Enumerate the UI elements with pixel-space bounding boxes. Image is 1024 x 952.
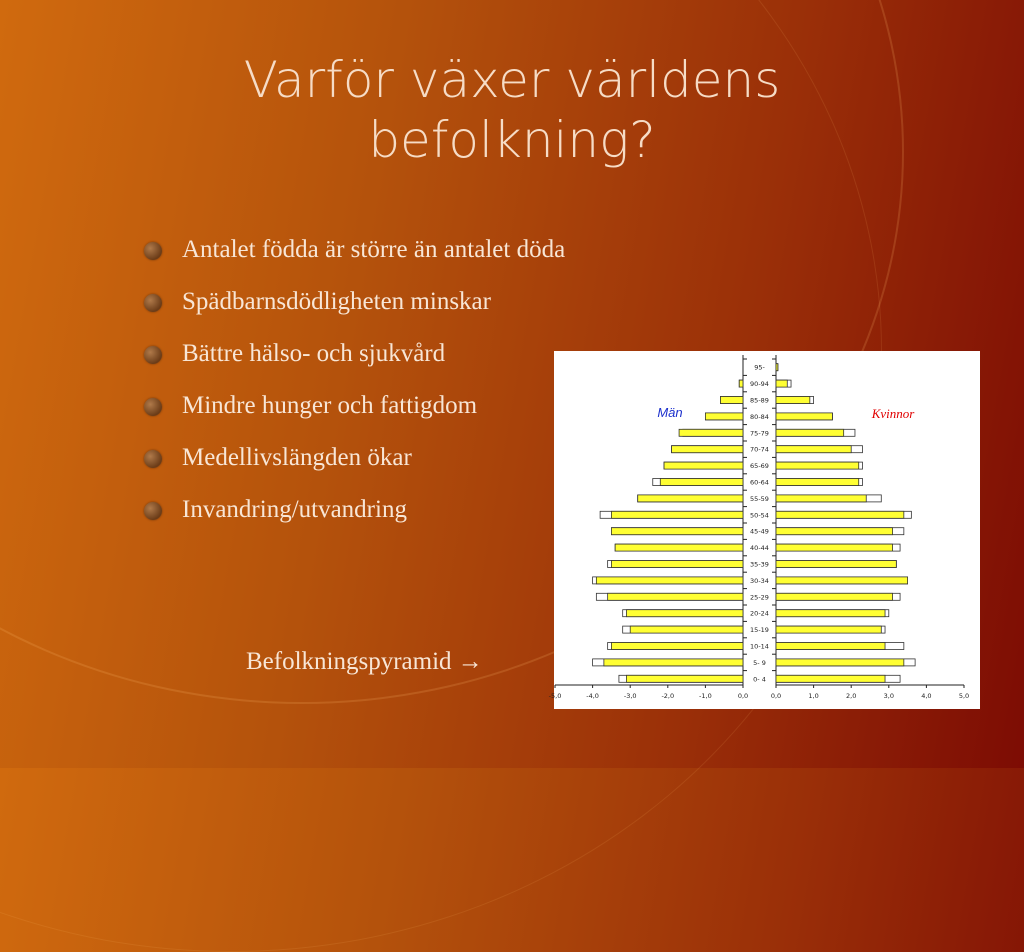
age-group-label: 95- (754, 363, 765, 372)
age-group-label: 10-14 (750, 642, 769, 651)
age-group-label: 80-84 (750, 412, 769, 421)
age-group-label: 70-74 (750, 445, 769, 454)
bullet-text: Antalet födda är större än antalet döda (182, 236, 566, 263)
bullet-item (144, 490, 565, 542)
bar-men (672, 446, 743, 453)
age-group-label: 90-94 (750, 380, 769, 389)
age-group-label: 30-34 (750, 576, 769, 585)
age-group-label: 75-79 (750, 429, 769, 438)
bullet-text: Medellivslängden ökar (182, 444, 412, 471)
bar-women (776, 675, 885, 682)
bar-women (776, 511, 904, 518)
bullet-text: Mindre hunger och fattigdom (182, 392, 478, 419)
bullet-text: Spädbarnsdödligheten minskar (182, 288, 491, 315)
age-group-label: 55-59 (750, 494, 769, 503)
bullet-list (144, 230, 565, 542)
bar-men (638, 495, 743, 502)
bar-men (705, 413, 743, 420)
bar-men (608, 593, 743, 600)
bar-women (776, 643, 885, 650)
age-group-label: 25-29 (750, 593, 769, 602)
x-tick-label: -2,0 (661, 692, 675, 700)
bar-women (776, 528, 893, 535)
population-pyramid-chart (548, 351, 980, 709)
bar-men (611, 511, 743, 518)
bar-women (776, 413, 832, 420)
bullet-text: Invandring/utvandring (182, 496, 407, 523)
x-tick-label: -4,0 (586, 692, 599, 700)
age-group-label: 5- 9 (753, 658, 766, 667)
age-group-label: 40-44 (750, 544, 769, 553)
bar-women (776, 429, 844, 436)
bar-women (776, 462, 859, 469)
bullet-text: Bättre hälso- och sjukvård (182, 340, 446, 367)
pyramid-svg (548, 351, 980, 709)
bar-men (604, 659, 743, 666)
age-group-label: 65-69 (750, 462, 769, 471)
bar-women (776, 610, 885, 617)
bullet-icon (144, 450, 162, 468)
bar-men (630, 626, 743, 633)
bullet-icon (144, 502, 162, 520)
x-tick-label: 2,0 (846, 692, 857, 700)
bullet-icon (144, 294, 162, 312)
bullet-item (144, 230, 565, 282)
title-line-1: Varför växer världens (243, 51, 781, 109)
bar-men (626, 610, 743, 617)
age-group-label: 15-19 (750, 626, 769, 635)
age-group-label: 0- 4 (753, 675, 766, 684)
age-group-label: 85-89 (750, 396, 769, 405)
bar-men (660, 479, 743, 486)
bullet-item (144, 334, 565, 386)
bar-men (596, 577, 743, 584)
slide-title (0, 50, 1024, 170)
x-tick-label: 3,0 (883, 692, 894, 700)
men-label: Män (657, 405, 683, 420)
bar-women (776, 544, 893, 551)
bar-men (739, 380, 743, 387)
bullet-item (144, 282, 565, 334)
bar-men (664, 462, 743, 469)
bar-women (776, 446, 851, 453)
bullet-icon (144, 398, 162, 416)
bar-men (626, 675, 743, 682)
bar-women (776, 495, 866, 502)
x-tick-label: 4,0 (921, 692, 932, 700)
age-group-label: 50-54 (750, 511, 769, 520)
x-tick-label: 0,0 (770, 692, 782, 700)
pyramid-caption: Befolkningspyramid → (246, 648, 483, 675)
x-tick-label: 1,0 (808, 692, 819, 700)
x-tick-label: -3,0 (623, 692, 637, 700)
bar-men (679, 429, 743, 436)
age-group-label: 45-49 (750, 527, 769, 536)
bullet-item (144, 438, 565, 490)
x-tick-label: 5,0 (958, 692, 970, 700)
bar-women (776, 659, 904, 666)
age-group-label: 60-64 (750, 478, 769, 487)
bar-men (611, 643, 743, 650)
bullet-icon (144, 346, 162, 364)
women-label: Kvinnor (871, 406, 915, 421)
title-line-2: befolkning? (368, 111, 656, 169)
bar-men (611, 528, 743, 535)
bar-women (776, 593, 893, 600)
x-tick-label: -5,0 (548, 692, 562, 700)
bar-men (611, 561, 743, 568)
age-group-label: 35-39 (750, 560, 769, 569)
bullet-item (144, 386, 565, 438)
x-tick-label: 0,0 (737, 692, 749, 700)
bar-women (776, 577, 908, 584)
age-group-label: 20-24 (750, 609, 769, 618)
bullet-icon (144, 242, 162, 260)
x-tick-label: -1,0 (699, 692, 712, 700)
bar-women (776, 397, 810, 404)
bar-women (776, 626, 881, 633)
bar-women (776, 364, 778, 371)
bar-women (776, 479, 859, 486)
bar-women (776, 380, 787, 387)
bar-women (776, 561, 896, 568)
bar-men (720, 397, 743, 404)
bar-men (615, 544, 743, 551)
